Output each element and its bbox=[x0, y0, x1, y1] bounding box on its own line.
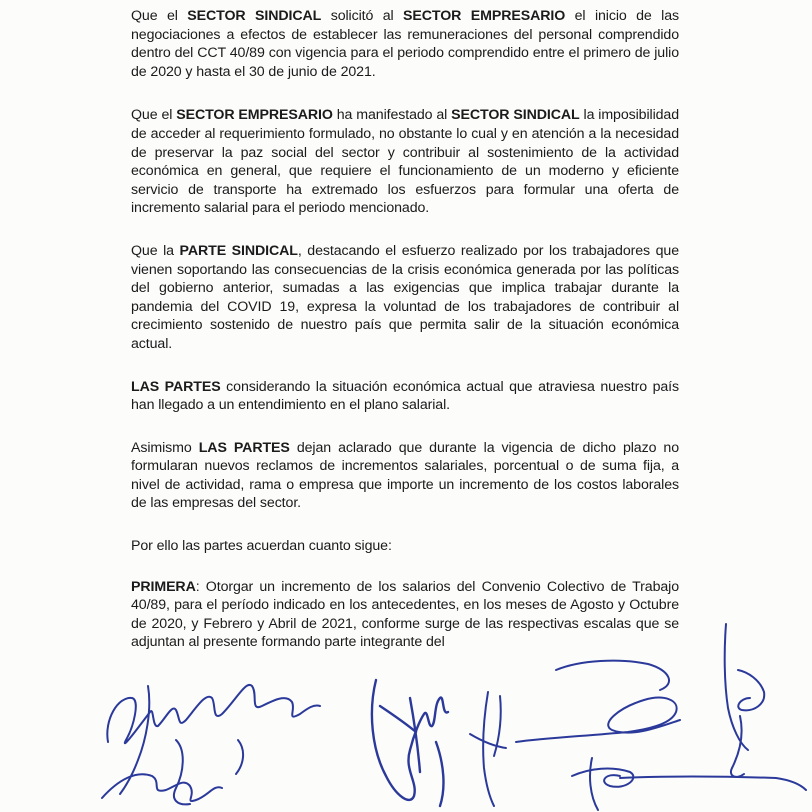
text-segment: solicitó al bbox=[321, 8, 404, 24]
paragraph-las-partes-entendimiento bbox=[131, 378, 679, 415]
signature-2 bbox=[372, 680, 448, 806]
text-segment: el inicio de las negociaciones a efectos de establecer las remuneraciones del personal comprendido dentro del CCT 40/89 con vigencia para el periodo comprendido entre el primero de julio de 2020 y hasta el 30 de junio de 2021. bbox=[131, 8, 680, 80]
text-segment: Que la bbox=[131, 242, 180, 259]
text-segment: , destacando el esfuerzo realizado por los trabajadores que vienen soportando las consecuencias de la crisis económica generada por las políticas del gobierno anterior, sumadas a las exigencias que implica trabajar durante la pandemia del COVID 19, expresa la voluntad de los trabajadores de contribuir al crecimiento sostenido de nuestro país que permita salir de la situación económica actual. bbox=[131, 242, 680, 352]
paragraph-parte-sindical-esfuerzo bbox=[131, 242, 679, 354]
bold-term: LAS PARTES bbox=[198, 439, 290, 456]
signatures-area bbox=[0, 600, 812, 812]
document-body bbox=[131, 7, 679, 676]
text-segment: Por ello las partes acuerdan cuanto sigue: bbox=[131, 538, 392, 555]
signature-1 bbox=[102, 685, 320, 804]
bold-term: SECTOR EMPRESARIO bbox=[403, 8, 566, 24]
text-segment: considerando la situación económica actual que atraviesa nuestro país han llegado a un entendimiento en el plano salarial. bbox=[131, 378, 680, 414]
bold-term: SECTOR SINDICAL bbox=[451, 107, 580, 124]
text-segment: Asimismo bbox=[131, 439, 199, 456]
bold-term: SECTOR SINDICAL bbox=[187, 8, 322, 24]
text-segment: ha manifestado al bbox=[332, 107, 452, 124]
text-segment: la imposibilidad de acceder al requerimiento formulado, no obstante lo cual y en atención a la necesidad de preservar la paz social del sector y contribuir al sostenimiento de la actividad económica en general, que requiere el funcionamiento de un moderno y eficiente servicio de transporte ha extremado los esfuerzos para formular una oferta de incremento salarial para el periodo mencionado. bbox=[131, 107, 680, 217]
signature-4 bbox=[620, 624, 806, 790]
text-segment: dejan aclarado que durante la vigencia de dicho plazo no formularan nuevos reclamos de incrementos salariales, porcentual o de suma fija, a nivel de actividad, rama o empresa que importe un incremento de los costos laborales de las empresas del sector. bbox=[131, 439, 679, 512]
bold-term: PARTE SINDICAL bbox=[179, 242, 298, 259]
paragraph-sector-empresario-respuesta bbox=[131, 106, 679, 218]
paragraph-las-partes-aclaracion bbox=[131, 439, 679, 513]
text-segment: Que el bbox=[131, 8, 188, 24]
signature-3 bbox=[470, 661, 680, 810]
bold-term: SECTOR EMPRESARIO bbox=[176, 107, 333, 124]
bold-term: LAS PARTES bbox=[131, 378, 221, 395]
paragraph-acuerdan bbox=[131, 537, 679, 556]
paragraph-sector-sindical-solicitud bbox=[131, 7, 679, 81]
text-segment: Que el bbox=[131, 107, 177, 124]
text-segment: : Otorgar un incremento de los salarios del Convenio Colectivo de Trabajo 40/89, para el período indicado en los antecedentes, en los meses de Agosto y Octubre de 2020, y Febrero y Abril de 2021, conforme surge de las respectivas escalas que se adjuntan al presente formando parte integrante del bbox=[131, 578, 679, 651]
bold-term: PRIMERA bbox=[131, 578, 196, 595]
